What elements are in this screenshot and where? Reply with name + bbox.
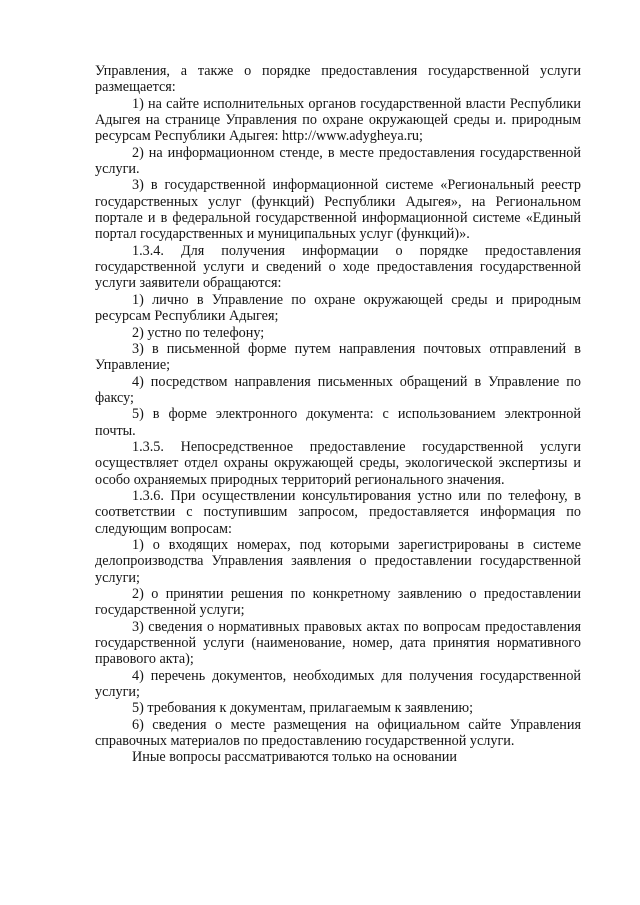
paragraph: 5) требования к документам, прилагаемым к заявлению; — [132, 700, 474, 717]
paragraph: 3) сведения о нормативных правовых актах по вопросам предоставления государственной услуги (наименование, номер, дата принятия нормативного правового акта); — [95, 618, 581, 668]
paragraph: 3) в государственной информационной системе «Региональный реестр государственных услуг (функций) Республики Адыгея», на Региональном портале и в федеральной государственной информационной системе «Единый портал государственных и муниципальных услуг (функций)». — [95, 177, 581, 243]
paragraph: 1) на сайте исполнительных органов государственной власти Республики Адыгея на странице Управления по охране окружающей среды и. природным ресурсам Республики Адыгея: http://www.adygheya.ru; — [95, 95, 581, 145]
paragraph: 1.3.4. Для получения информации о порядке предоставления государственной услуги и сведений о ходе предоставления государственной услуги заявители обращаются: — [95, 242, 581, 292]
paragraph: 3) в письменной форме путем направления почтовых отправлений в Управление; — [95, 340, 581, 374]
paragraph: 5) в форме электронного документа: с использованием электронной почты. — [95, 406, 581, 439]
paragraph: 4) перечень документов, необходимых для получения государственной услуги; — [95, 667, 581, 701]
paragraph: 2) на информационном стенде, в месте предоставления государственной услуги. — [95, 144, 581, 178]
paragraph: 4) посредством направления письменных обращений в Управление по факсу; — [95, 373, 581, 406]
paragraph: 1) лично в Управление по охране окружающей среды и природным ресурсам Республики Адыгея; — [95, 291, 581, 325]
paragraph: Управления, а также о порядке предоставления государственной услуги размещается: — [95, 63, 581, 96]
paragraph: 1.3.5. Непосредственное предоставление государственной услуги осуществляет отдел охраны окружающей среды, экологической экспертизы и особо охраняемых природных территорий регионального значения. — [95, 438, 581, 488]
paragraph: 6) сведения о месте размещения на официальном сайте Управления справочных материалов по предоставлению государственной услуги. — [95, 716, 581, 750]
paragraph: 1) о входящих номерах, под которыми зарегистрированы в системе делопроизводства Управления заявления о предоставлении государственной услуги; — [95, 536, 581, 586]
paragraph: Иные вопросы рассматриваются только на основании — [132, 749, 457, 766]
paragraph: 2) о принятии решения по конкретному заявлению о предоставлении государственной услуги; — [95, 586, 581, 619]
paragraph: 2) устно по телефону; — [132, 324, 265, 341]
document-body — [95, 63, 581, 766]
paragraph: 1.3.6. При осуществлении консультирования устно или по телефону, в соответствии с поступившим запросом, предоставляется информация по следующим вопросам: — [95, 487, 581, 537]
